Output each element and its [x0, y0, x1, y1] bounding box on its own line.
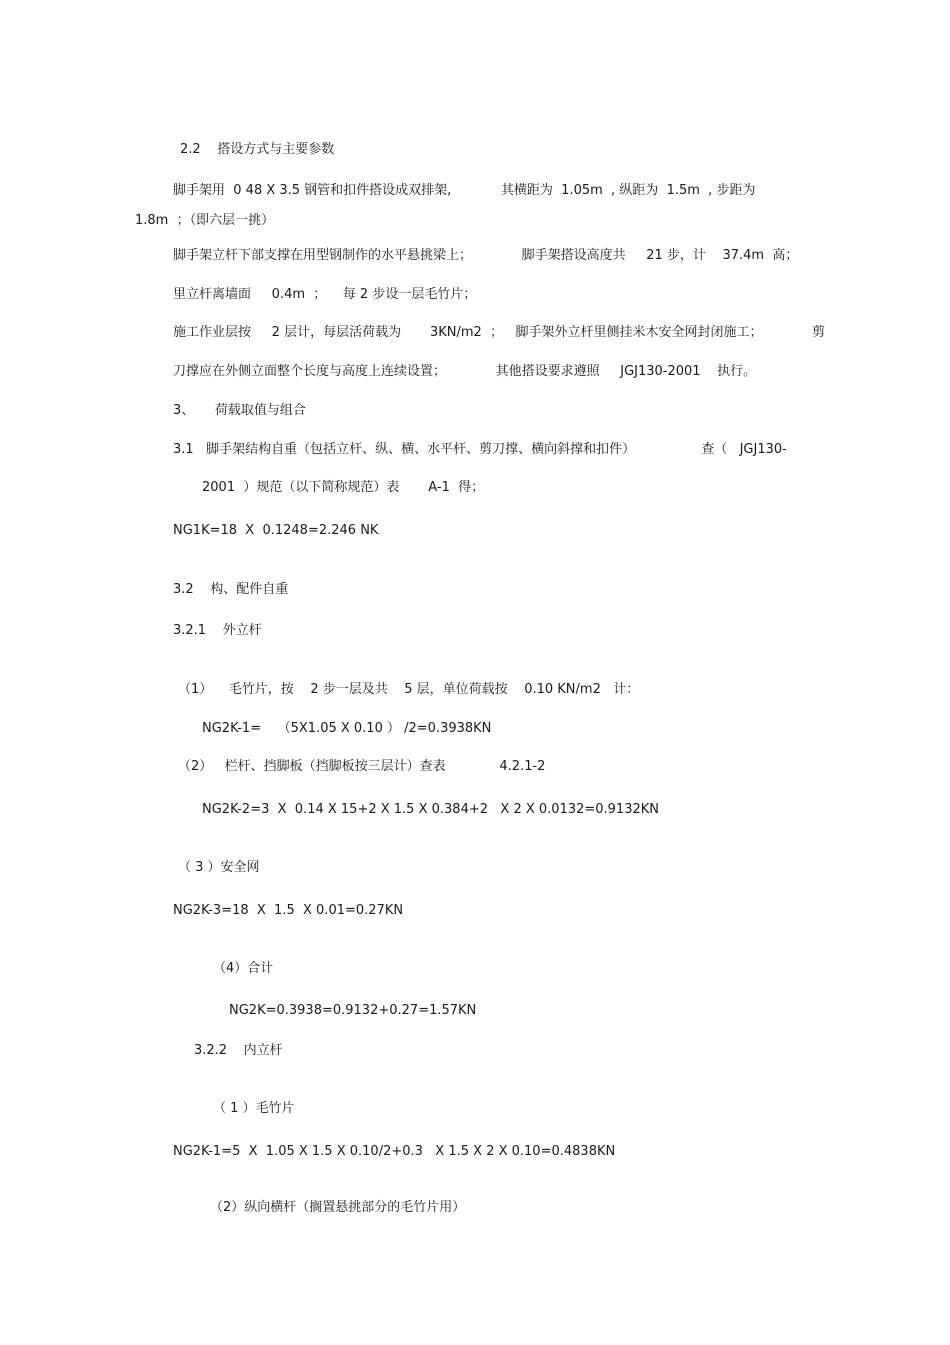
paragraph-line: 2001 ）规范（以下简称规范）表 A-1 得；	[202, 480, 485, 495]
list-item: （2） 栏杆、挡脚板（挡脚板按三层计）查表 4.2.1-2	[178, 759, 546, 774]
list-item: （2）纵向横杆（搁置悬挑部分的毛竹片用）	[210, 1200, 466, 1215]
formula-line: NG2K-3=18 X 1.5 X 0.01=0.27KN	[173, 903, 404, 918]
sec-3-2-2-heading: 3.2.2 内立杆	[194, 1043, 283, 1058]
formula-line: NG2K-1=5 X 1.05 X 1.5 X 0.10/2+0.3 X 1.5 X 2 X 0.10=0.4838KN	[173, 1144, 616, 1159]
list-item: （ 3 ）安全网	[178, 860, 260, 875]
list-item: （4）合计	[213, 961, 274, 976]
formula-line: NG2K-1= （5X1.05 X 0.10 ） /2=0.3938KN	[202, 721, 492, 736]
sec-3-heading: 3、 荷载取值与组合	[173, 403, 306, 418]
paragraph-line: 刀撑应在外侧立面整个长度与高度上连续设置； 其他搭设要求遵照 JGJ130-2001 执行。	[173, 364, 757, 379]
formula-line: NG2K=0.3938=0.9132+0.27=1.57KN	[229, 1003, 477, 1018]
paragraph-line: 脚手架立杆下部支撑在用型钢制作的水平悬挑梁上； 脚手架搭设高度共 21 步，计 37.4m 高；	[173, 248, 799, 263]
paragraph-line: 3.1 脚手架结构自重（包括立杆、纵、横、水平杆、剪刀撑、横向斜撑和扣件） 查（ JGJ130-	[173, 442, 787, 457]
formula-line: NG1K=18 X 0.1248=2.246 NK	[173, 523, 379, 538]
list-item: （1） 毛竹片，按 2 步一层及共 5 层，单位荷载按 0.10 KN/m2 计：	[178, 682, 640, 697]
formula-line: NG2K-2=3 X 0.14 X 15+2 X 1.5 X 0.384+2 X 2 X 0.0132=0.9132KN	[202, 802, 659, 817]
paragraph-line: 里立杆离墙面 0.4m ； 每 2 步设一层毛竹片；	[173, 287, 477, 302]
list-item: （ 1 ）毛竹片	[213, 1101, 295, 1116]
sec-3-2-1-heading: 3.2.1 外立杆	[173, 623, 262, 638]
sec-3-2-heading: 3.2 构、配件自重	[173, 582, 289, 597]
paragraph-line: 1.8m ；（即六层一挑）	[135, 213, 275, 228]
sec-2-2-heading: 2.2 搭设方式与主要参数	[180, 142, 335, 157]
paragraph-line: 施工作业层按 2 层计，每层活荷载为 3KN/m2 ； 脚手架外立杆里侧挂米木安全网封闭施工； 剪	[173, 325, 826, 340]
paragraph-line: 脚手架用 0 48 X 3.5 钢管和扣件搭设成双排架, 其横距为 1.05m , 纵距为 1.5m , 步距为	[173, 183, 756, 198]
